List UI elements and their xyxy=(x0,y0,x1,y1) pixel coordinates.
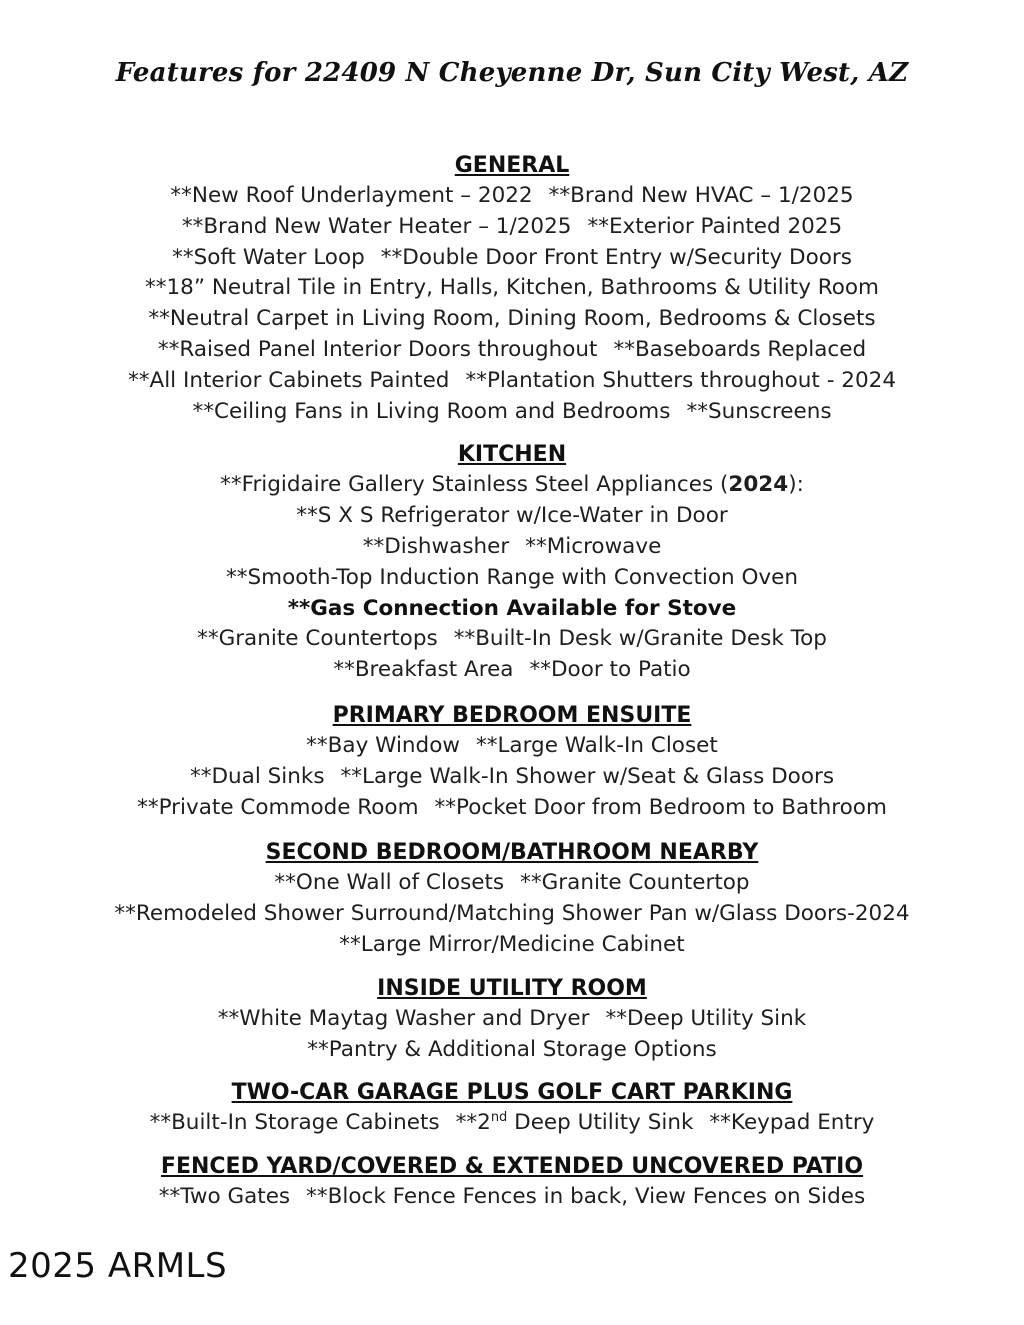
feature-item: **Large Mirror/Medicine Cabinet xyxy=(339,931,685,957)
feature-item: **New Roof Underlayment – 2022 xyxy=(170,183,533,208)
feature-item: **Plantation Shutters throughout - 2024 xyxy=(465,367,897,393)
feature-item: **Gas Connection Available for Stove xyxy=(287,595,737,621)
feature-line xyxy=(0,273,1024,304)
feature-item: **Large Walk-In Shower w/Seat & Glass Doors xyxy=(340,763,835,789)
copyright-footer: 2025 ARMLS xyxy=(8,1246,228,1286)
feature-item: **Block Fence Fences in back, View Fences on Sides xyxy=(306,1184,866,1210)
feature-line xyxy=(0,793,1024,824)
feature-item: **2nd Deep Utility Sink xyxy=(455,1110,694,1136)
feature-line xyxy=(0,1004,1024,1035)
feature-line-bold xyxy=(0,594,1024,625)
feature-item: **Soft Water Loop xyxy=(172,244,365,270)
feature-item: **All Interior Cabinets Painted xyxy=(127,367,450,393)
section-heading: PRIMARY BEDROOM ENSUITE xyxy=(332,702,692,728)
feature-item: **18” Neutral Tile in Entry, Halls, Kitchen, Bathrooms & Utility Room xyxy=(145,275,879,301)
section-utility-room xyxy=(0,973,1024,1066)
feature-item: **Private Commode Room xyxy=(137,794,419,820)
feature-item: **Double Door Front Entry w/Security Doors xyxy=(380,244,852,270)
feature-item: **Breakfast Area xyxy=(333,657,514,683)
feature-item: **Brand New Water Heater – 1/2025 xyxy=(181,213,572,239)
page-title: Features for 22409 N Cheyenne Dr, Sun City West, AZ xyxy=(115,58,909,88)
feature-line xyxy=(0,335,1024,366)
section-heading: INSIDE UTILITY ROOM xyxy=(377,975,647,1001)
feature-item: **Door to Patio xyxy=(529,657,691,683)
feature-line xyxy=(0,930,1024,961)
feature-item: **Pocket Door from Bedroom to Bathroom xyxy=(434,794,887,820)
feature-line xyxy=(0,1035,1024,1066)
section-heading: KITCHEN xyxy=(457,442,567,468)
feature-item: **Sunscreens xyxy=(686,398,832,424)
feature-line xyxy=(0,212,1024,243)
feature-line xyxy=(0,655,1024,686)
feature-line xyxy=(0,470,1024,501)
feature-item: **Neutral Carpet in Living Room, Dining Room, Bedrooms & Closets xyxy=(148,306,876,332)
feature-item: **Dishwasher xyxy=(362,533,510,559)
section-general xyxy=(0,150,1024,427)
feature-item: **Dual Sinks xyxy=(189,763,325,789)
feature-line xyxy=(0,1182,1024,1213)
section-kitchen xyxy=(0,439,1024,686)
feature-line xyxy=(0,397,1024,428)
feature-item: **S X S Refrigerator w/Ice-Water in Door xyxy=(296,503,728,529)
section-heading: TWO-CAR GARAGE PLUS GOLF CART PARKING xyxy=(231,1080,793,1106)
section-primary-bedroom xyxy=(0,700,1024,823)
ordinal-suffix: nd xyxy=(490,1110,508,1126)
feature-item: **Two Gates xyxy=(158,1184,291,1210)
feature-item: **Remodeled Shower Surround/Matching Shower Pan w/Glass Doors-2024 xyxy=(114,901,910,927)
feature-line xyxy=(0,304,1024,335)
section-heading: GENERAL xyxy=(454,153,570,178)
feature-item: **One Wall of Closets xyxy=(274,870,505,896)
feature-line xyxy=(0,731,1024,762)
feature-item: **Smooth-Top Induction Range with Convection Oven xyxy=(226,564,798,590)
feature-item: **Built-In Desk w/Granite Desk Top xyxy=(453,626,827,652)
feature-item: **Exterior Painted 2025 xyxy=(587,213,843,239)
feature-item: **Raised Panel Interior Doors throughout xyxy=(157,336,598,362)
feature-item: **Baseboards Replaced xyxy=(613,336,867,362)
feature-item: **Microwave xyxy=(525,533,662,559)
features-list xyxy=(0,150,1024,1213)
feature-item: **Ceiling Fans in Living Room and Bedrooms xyxy=(192,398,671,424)
feature-line xyxy=(0,1108,1024,1139)
feature-line xyxy=(0,532,1024,563)
section-garage xyxy=(0,1077,1024,1139)
feature-line xyxy=(0,243,1024,274)
feature-line xyxy=(0,181,1024,212)
feature-item: **Bay Window xyxy=(306,732,460,758)
feature-item: **White Maytag Washer and Dryer xyxy=(217,1005,590,1031)
feature-item: **Frigidaire Gallery Stainless Steel Appliances ( xyxy=(220,472,729,498)
section-heading: FENCED YARD/COVERED & EXTENDED UNCOVERED PATIO xyxy=(160,1154,864,1180)
feature-line xyxy=(0,501,1024,532)
feature-item: **Brand New HVAC – 1/2025 xyxy=(548,183,854,208)
feature-item: ): xyxy=(788,472,804,498)
section-second-bedroom xyxy=(0,837,1024,960)
feature-item: **Built-In Storage Cabinets xyxy=(149,1110,440,1136)
feature-item: **Deep Utility Sink xyxy=(605,1005,807,1031)
section-heading: SECOND BEDROOM/BATHROOM NEARBY xyxy=(265,840,759,866)
feature-item: **Large Walk-In Closet xyxy=(475,732,718,758)
feature-line xyxy=(0,762,1024,793)
appliances-year: 2024 xyxy=(728,472,789,498)
feature-line xyxy=(0,624,1024,655)
section-fenced-yard xyxy=(0,1151,1024,1213)
feature-item: **Granite Countertops xyxy=(197,626,438,652)
feature-item: **Keypad Entry xyxy=(709,1110,875,1136)
feature-line xyxy=(0,366,1024,397)
feature-item: **Granite Countertop xyxy=(520,870,750,896)
feature-line xyxy=(0,563,1024,594)
feature-line xyxy=(0,868,1024,899)
feature-item: **Pantry & Additional Storage Options xyxy=(307,1036,717,1062)
feature-line xyxy=(0,899,1024,930)
